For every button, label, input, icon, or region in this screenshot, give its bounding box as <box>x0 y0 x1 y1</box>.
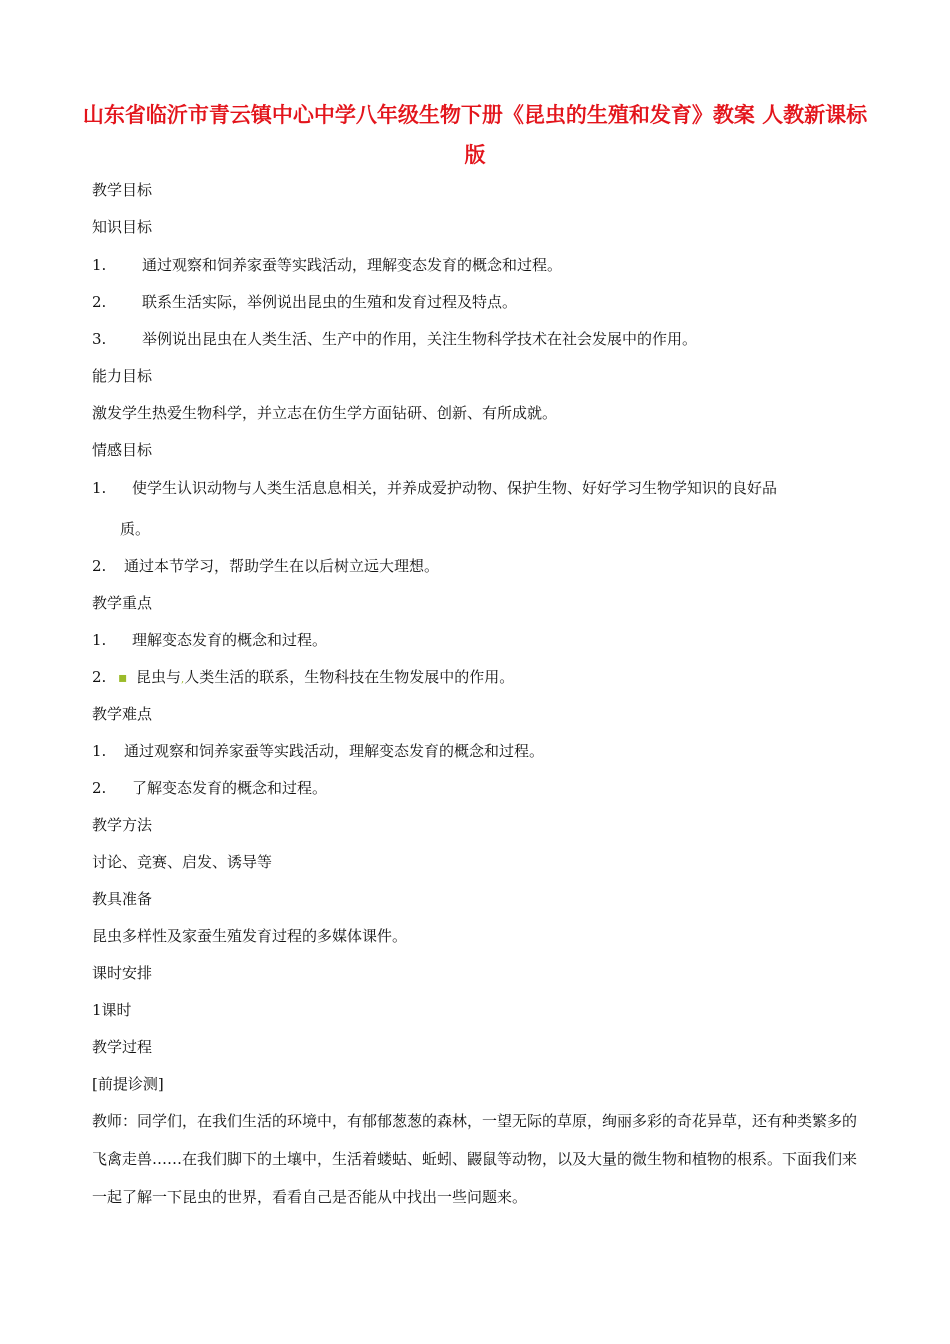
schedule-text: 1课时 <box>92 1001 132 1019</box>
knowledge-item-1 <box>92 255 562 275</box>
document-title: 山东省临沂市青云镇中心中学八年级生物下册《昆虫的生殖和发育》教案 人教新课标版 <box>82 103 868 167</box>
heading-emotion-goals: 情感目标 <box>92 441 153 459</box>
list-text: 昆虫与 <box>136 668 182 686</box>
heading-teaching-goals: 教学目标 <box>92 181 153 199</box>
list-number: 1. <box>92 479 107 497</box>
difficult-point-2 <box>92 778 327 798</box>
teacher-paragraph: 教师：同学们，在我们生活的环境中，有郁郁葱葱的森林，一望无际的草原，绚丽多彩的奇花异草，还有种类繁多的飞禽走兽……在我们脚下的土壤中，生活着蝼蛄、蚯蚓、鼹鼠等动物，以及大量的微生物和植物的根系。下面我们来一起了解一下昆虫的世界，看看自己是否能从中找出一些问题来。 <box>92 1112 858 1206</box>
list-number: 2. <box>92 293 107 311</box>
list-number: 1. <box>92 256 107 274</box>
emotion-item-2 <box>92 556 439 576</box>
heading-knowledge-goals: 知识目标 <box>92 218 153 236</box>
list-text: 通过观察和饲养家蚕等实践活动，理解变态发育的概念和过程。 <box>124 742 545 760</box>
heading-methods: 教学方法 <box>92 816 153 834</box>
list-text: 人类生活的联系，生物科技在生物发展中的作用。 <box>184 668 515 686</box>
heading-process: 教学过程 <box>92 1038 153 1056</box>
list-text: 联系生活实际，举例说出昆虫的生殖和发育过程及特点。 <box>142 293 518 311</box>
list-text: 举例说出昆虫在人类生活、生产中的作用，关注生物科学技术在社会发展中的作用。 <box>142 330 698 348</box>
list-text: 使学生认识动物与人类生活息息相关，并养成爱护动物、保护生物、好好学习生物学知识的良好品 <box>132 479 778 497</box>
list-number: 2. <box>92 779 107 797</box>
list-number: 1. <box>92 631 107 649</box>
list-number: 3. <box>92 330 107 348</box>
knowledge-item-3 <box>92 329 697 349</box>
heading-ability-goals: 能力目标 <box>92 367 153 385</box>
key-point-2 <box>92 667 514 690</box>
list-number: 2. <box>92 557 107 575</box>
key-point-1 <box>92 630 327 650</box>
heading-key-points: 教学重点 <box>92 594 153 612</box>
list-text: 理解变态发育的概念和过程。 <box>132 631 328 649</box>
ability-text: 激发学生热爱生物科学，并立志在仿生学方面钻研、创新、有所成就。 <box>92 404 558 422</box>
list-text: 了解变态发育的概念和过程。 <box>132 779 328 797</box>
heading-schedule: 课时安排 <box>92 964 153 982</box>
list-text: 通过观察和饲养家蚕等实践活动，理解变态发育的概念和过程。 <box>142 256 563 274</box>
green-dot-mark: ▪ <box>118 670 128 686</box>
tools-text: 昆虫多样性及家蚕生殖发育过程的多媒体课件。 <box>92 927 408 945</box>
difficult-point-1 <box>92 741 544 761</box>
emotion-item-1 <box>92 478 777 498</box>
list-number: 2. <box>92 668 107 686</box>
list-text: 通过本节学习，帮助学生在以后树立远大理想。 <box>124 557 440 575</box>
knowledge-item-2 <box>92 292 517 312</box>
green-dot-mark: , <box>181 674 185 685</box>
heading-tools: 教具准备 <box>92 890 153 908</box>
emotion-item-1-continued: 质。 <box>120 520 151 538</box>
methods-text: 讨论、竞赛、启发、诱导等 <box>92 853 273 871</box>
heading-difficult-points: 教学难点 <box>92 705 153 723</box>
pre-test-label: [前提诊测] <box>92 1075 164 1093</box>
list-number: 1. <box>92 742 107 760</box>
